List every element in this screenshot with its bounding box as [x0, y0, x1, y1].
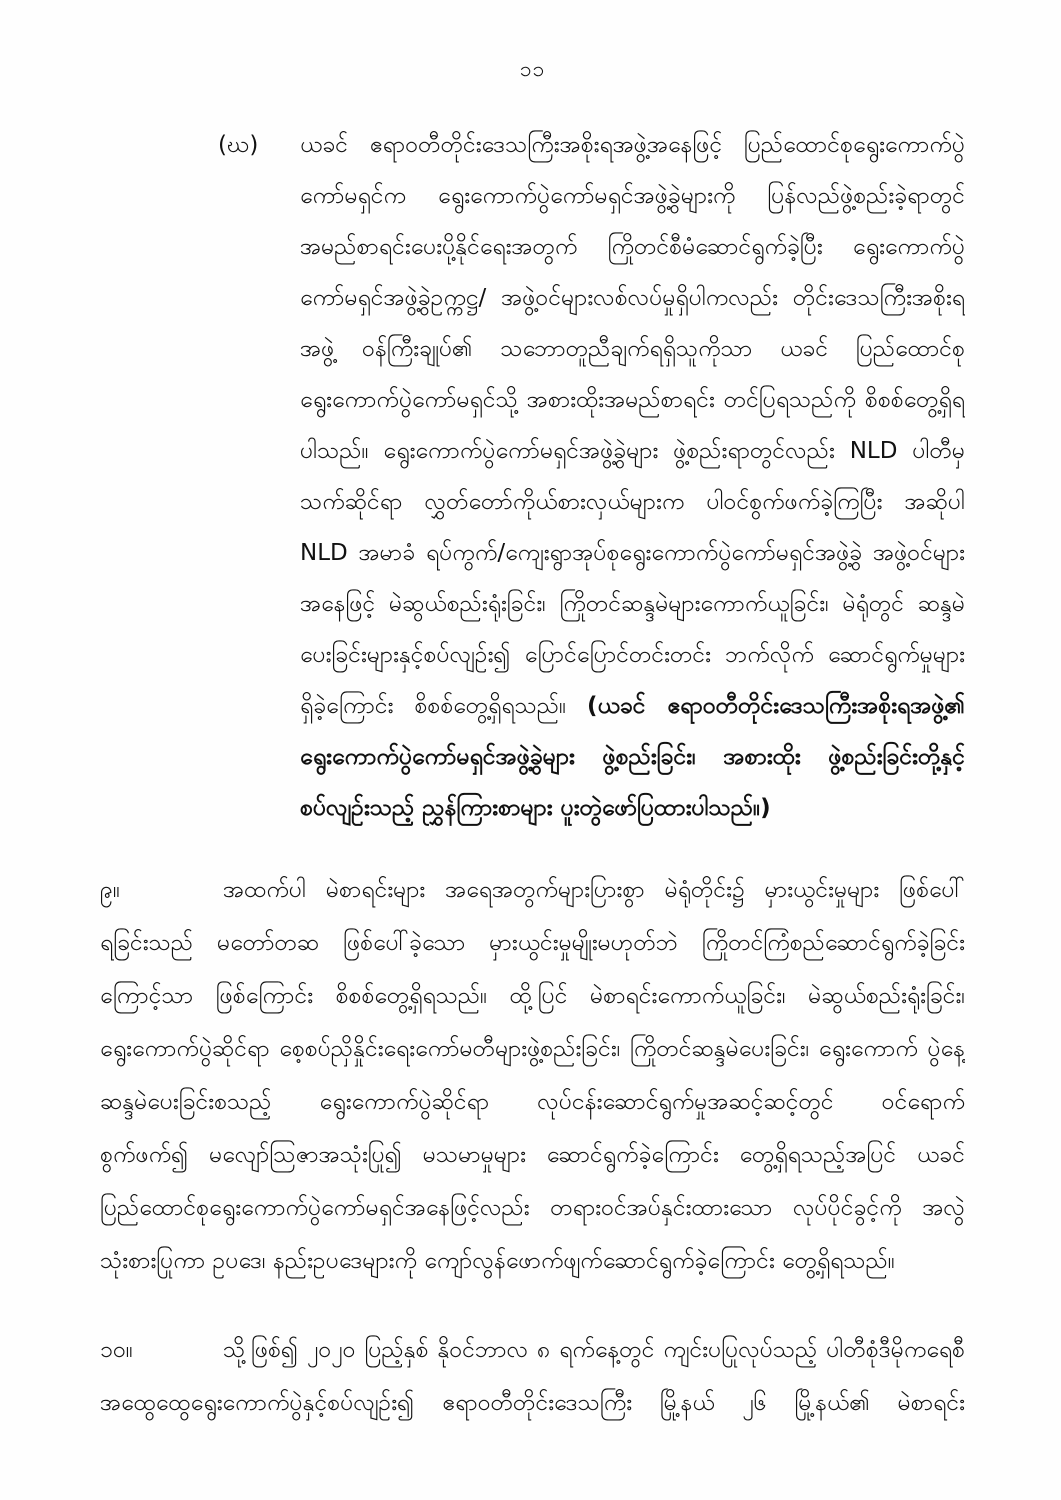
text-segment: သို့ဖြစ်၍ ၂၀၂၀ ပြည့်နှစ် နိုဝင်ဘာလ ၈ ရက်နေ့တွင် ကျင်းပပြုလုပ်သည့် ပါတီစုံဒီမိုကရေစီ — [223, 1337, 965, 1363]
text-segment: စပ်လျဉ်းသည့် ညွှန်ကြားစာများ ပူးတွဲဖော်ပြထားပါသည်။) — [300, 795, 771, 821]
text-segment: ရခြင်းသည် မတော်တဆ ဖြစ်ပေါ်ခဲ့သော မှားယွင်းမှုမျိုးမဟုတ်ဘဲ ကြိုတင်ကြံစည်ဆောင်ရွက်ခဲ့ခြင်း — [100, 930, 965, 956]
text-line — [300, 222, 965, 273]
text-segment: ဆန္ဒမဲပေးခြင်းစသည့် ရွေးကောက်ပွဲဆိုင်ရာ လုပ်ငန်းဆောင်ရွက်မှုအဆင့်ဆင့်တွင် ဝင်ရောက် — [100, 1089, 965, 1115]
text-line — [300, 375, 965, 426]
text-line — [100, 1235, 965, 1288]
paragraph-gha — [100, 120, 965, 834]
text-segment: ကြောင့်သာ ဖြစ်ကြောင်း စိစစ်တွေ့ရှိရသည်။ ထို့ပြင် မဲစာရင်းကောက်ယူခြင်း၊ မဲဆွယ်စည်းရုံးခြင်း၊ — [100, 983, 965, 1009]
text-line — [100, 1023, 965, 1076]
text-segment: အနေဖြင့် မဲဆွယ်စည်းရုံးခြင်း၊ ကြိုတင်ဆန္ဒမဲများကောက်ယူခြင်း၊ မဲရုံတွင် ဆန္ဒမဲ — [300, 591, 965, 617]
text-line — [300, 120, 965, 171]
text-segment: အထက်ပါ မဲစာရင်းများ အရေအတွက်များပြားစွာ မဲရုံတိုင်း၌ မှားယွင်းမှုများ ဖြစ်ပေါ် — [223, 877, 965, 903]
page-number: ၁၁ — [519, 57, 546, 81]
text-segment: ပါသည်။ ရွေးကောက်ပွဲကော်မရှင်အဖွဲ့ခွဲများ ဖွဲ့စည်းရာတွင်လည်း NLD ပါတီမှ — [300, 438, 965, 464]
text-line — [300, 783, 965, 834]
text-segment: NLD အမာခံ ရပ်ကွက်/ကျေးရွာအုပ်စုရွေးကောက်ပွဲကော်မရှင်အဖွဲ့ခွဲ အဖွဲ့ဝင်များ — [300, 540, 965, 566]
text-line — [100, 970, 965, 1023]
text-line — [100, 917, 965, 970]
text-segment: စွက်ဖက်၍ မလျော်ဩဇာအသုံးပြု၍ မသမာမှုများ ဆောင်ရွက်ခဲ့ကြောင်း တွေ့ရှိရသည့်အပြင် ယခင် — [100, 1142, 965, 1168]
text-segment: အဖွဲ့ ဝန်ကြီးချုပ်၏ သဘောတူညီချက်ရရှိသူကိုသာ ယခင် ပြည်ထောင်စု — [300, 336, 965, 362]
text-segment: ယခင် ဧရာဝတီတိုင်းဒေသကြီးအစိုးရအဖွဲ့အနေဖြင့် ပြည်ထောင်စုရွေးကောက်ပွဲ — [300, 132, 965, 158]
text-segment: (ယခင် ဧရာဝတီတိုင်းဒေသကြီးအစိုးရအဖွဲ့၏ — [587, 693, 965, 719]
text-segment: အမည်စာရင်းပေးပို့နိုင်ရေးအတွက် ကြိုတင်စီမံဆောင်ရွက်ခဲ့ပြီး ရွေးကောက်ပွဲ — [300, 234, 965, 260]
text-line — [300, 273, 965, 324]
text-line — [100, 864, 965, 917]
text-segment: ပေးခြင်းများနှင့်စပ်လျဉ်း၍ ပြောင်ပြောင်တင်းတင်း ဘက်လိုက် ဆောင်ရွက်မှုများ — [300, 642, 965, 668]
paragraph-10 — [100, 1324, 965, 1430]
text-line — [300, 324, 965, 375]
text-segment: သုံးစားပြုကာ ဥပဒေ၊ နည်းဥပဒေများကို ကျော်လွန်ဖောက်ဖျက်ဆောင်ရွက်ခဲ့ကြောင်း တွေ့ရှိရသည်။ — [100, 1248, 895, 1274]
text-segment: ပြည်ထောင်စုရွေးကောက်ပွဲကော်မရှင်အနေဖြင့်လည်း တရားဝင်အပ်နှင်းထားသော လုပ်ပိုင်ခွင့်ကို အလွဲ — [100, 1195, 965, 1221]
text-segment: သက်ဆိုင်ရာ လွှတ်တော်ကိုယ်စားလှယ်များက ပါဝင်စွက်ဖက်ခဲ့ကြပြီး အဆိုပါ — [300, 489, 965, 515]
paragraph-9 — [100, 864, 965, 1288]
paragraph-number: ၁၀။ — [100, 1337, 133, 1363]
text-line — [300, 732, 965, 783]
text-line — [300, 528, 965, 579]
text-segment: ရွေးကောက်ပွဲဆိုင်ရာ စေ့စပ်ညှိနှိုင်းရေးကော်မတီများဖွဲ့စည်းခြင်း၊ ကြိုတင်ဆန္ဒမဲပေးခြင်း၊ ရွေးကောက် ပွဲနေ့ — [100, 1036, 965, 1062]
text-segment: အထွေထွေရွေးကောက်ပွဲနှင့်စပ်လျဉ်း၍ ဧရာဝတီတိုင်းဒေသကြီး မြို့နယ် ၂၆ မြို့နယ်၏ မဲစာရင်း — [100, 1390, 965, 1416]
text-segment: ရွေးကောက်ပွဲကော်မရှင်အဖွဲ့ခွဲများ ဖွဲ့စည်းခြင်း၊ အစားထိုး ဖွဲ့စည်းခြင်းတို့နှင့် — [300, 744, 965, 770]
text-segment: ရှိခဲ့ကြောင်း စိစစ်တွေ့ရှိရသည်။ — [300, 693, 588, 719]
paragraph-letter-label: (ဃ) — [218, 132, 259, 158]
text-line — [300, 171, 965, 222]
text-line — [100, 1377, 965, 1430]
text-line — [300, 630, 965, 681]
paragraph-number: ၉။ — [100, 877, 120, 903]
paragraph-gha-body — [300, 120, 965, 834]
text-line — [100, 1182, 965, 1235]
text-line — [300, 681, 965, 732]
text-line — [100, 1076, 965, 1129]
text-line — [300, 426, 965, 477]
text-line — [100, 1324, 965, 1377]
text-line — [100, 1129, 965, 1182]
text-line — [300, 477, 965, 528]
text-segment: ကော်မရှင်အဖွဲ့ခွဲဥက္ကဋ္ဌ/ အဖွဲ့ဝင်များလစ်လပ်မှုရှိပါကလည်း တိုင်းဒေသကြီးအစိုးရ — [300, 285, 965, 311]
text-line — [300, 579, 965, 630]
text-segment: ရွေးကောက်ပွဲကော်မရှင်သို့ အစားထိုးအမည်စာရင်း တင်ပြရသည်ကို စိစစ်တွေ့ရှိရ — [300, 387, 965, 413]
text-segment: ကော်မရှင်က ရွေးကောက်ပွဲကော်မရှင်အဖွဲ့ခွဲများကို ပြန်လည်ဖွဲ့စည်းခဲ့ရာတွင် — [300, 183, 965, 209]
